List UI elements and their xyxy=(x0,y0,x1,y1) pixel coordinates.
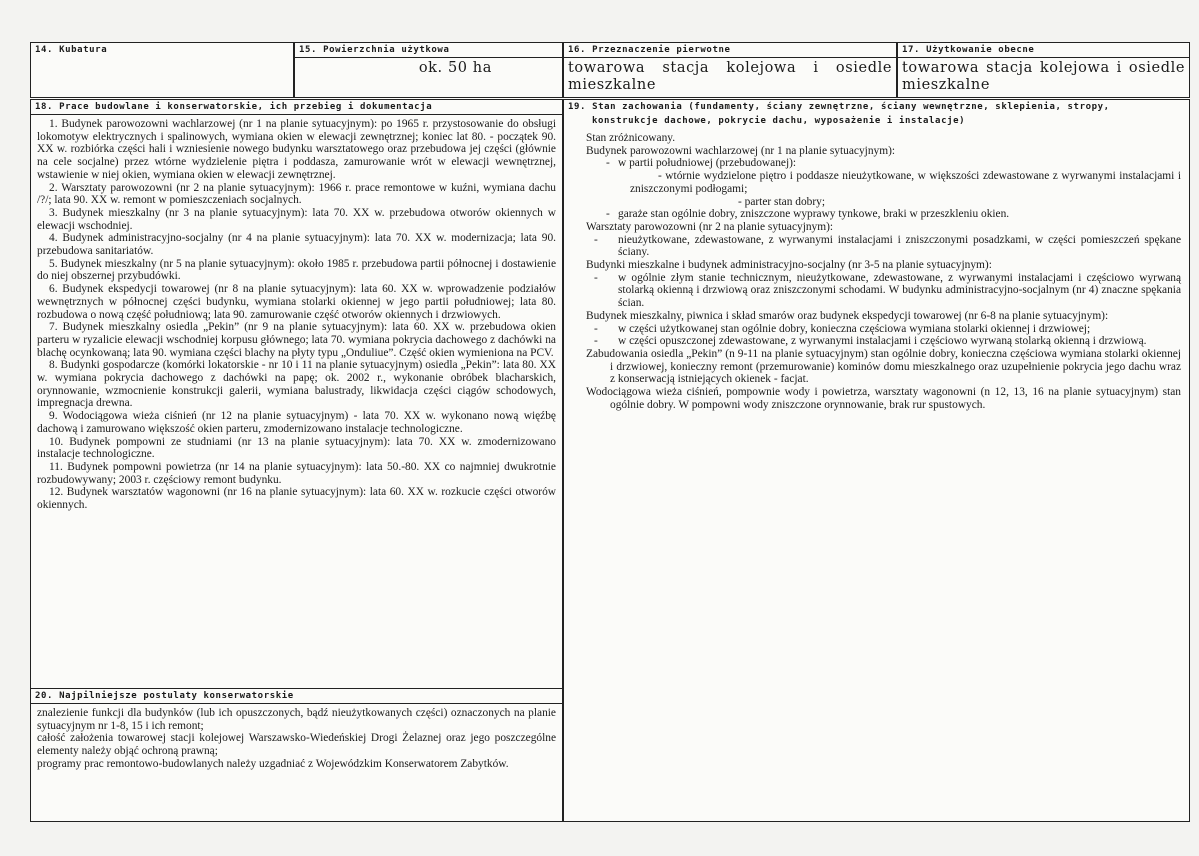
field-16-value-line2: mieszkalne xyxy=(568,77,657,93)
field-14-value xyxy=(31,57,293,61)
field-18-header: 18. Prace budowlane i konserwatorskie, ich przebieg i dokumentacja xyxy=(31,100,562,115)
field-18-item: 12. Budynek warsztatów wagonowni (nr 16 na planie sytuacyjnym): lata 60. XX w. rozkucie części otworów okiennych. xyxy=(37,486,556,512)
field-15-value: ok. 50 ha xyxy=(418,60,492,76)
condition-bullet-text: w części użytkowanej stan ogólnie dobry, konieczna częściowa wymiana stolarki okiennej i drzwiowej; xyxy=(618,322,1091,335)
field-20-body xyxy=(31,704,562,771)
field-19-header-line1: 19. Stan zachowania (fundamenty, ściany zewnętrzne, ściany wewnętrzne, sklepienia, stropy, xyxy=(568,102,1110,112)
postulate-item: całość założenia towarowej stacji kolejowej Warszawsko-Wiedeńskiej Drogi Żelaznej oraz jego poszczególne elementy należy objąć ochroną prawną; xyxy=(37,732,556,758)
field-16-original-purpose xyxy=(562,42,897,98)
field-20-conservation-postulates xyxy=(30,688,563,822)
field-18-item: 1. Budynek parowozowni wachlarzowej (nr 1 na planie sytuacyjnym): po 1965 r. przystosowanie do obsługi lokomotyw elektrycznych i spalinowych, wymiana okien w elewacji zewnętrznej; koniec lat 80. - początek 90. XX w. rozbiórka części hali i wzniesienie nowego budynku warsztatowego oraz przebudowa jej części (głównie na cele socjalne) przez wtórne wydzielenie piętra i poddasza, zamurowanie wrót w elewacji wewnętrznej, wstawienie w niej okien, wymiana okien w elewacji zewnętrznej. xyxy=(37,118,556,181)
condition-bullet: - w części opuszczonej zdewastowane, z wyrwanymi instalacjami i częściowo wyrwaną stolarką okienną i drzwiową. xyxy=(594,335,1147,348)
condition-line: Wodociągowa wieża ciśnień, pompownie wody i powietrza, warsztaty wagonowni (n 12, 13, 16 na planie sytuacyjnym) stan ogólnie dobry. W pompowni wody zniszczone orynnowanie, brak rur spustowych. xyxy=(586,386,1181,411)
field-16-header: 16. Przeznaczenie pierwotne xyxy=(564,43,896,58)
form-sheet xyxy=(30,42,1190,822)
field-17-current-use xyxy=(896,42,1190,98)
condition-bullet: - w ogólnie złym stanie technicznym, nieużytkowane, zdewastowane, z wyrwanymi instalacjami i częściowo wyrwaną stolarką okienną i drzwiową oraz zniszczonymi schodami. W budynku administracyjno-socjalnym (nr 4) znaczne spękania ścian. xyxy=(594,271,1181,310)
postulate-item: programy prac remontowo-budowlanych należy uzgadniać z Wojewódzkim Konserwatorem Zabytków. xyxy=(37,757,509,770)
condition-bullet-text: w partii południowej (przebudowanej): xyxy=(618,157,797,170)
condition-bullet-text: w ogólnie złym stanie technicznym, nieużytkowane, zdewastowane, z wyrwanymi instalacjami i częściowo wyrwaną stolarką okienną i drzwiową oraz zniszczonymi schodami. W budynku administracyjno-socjalnym (nr 4) znaczne spękania ścian. xyxy=(618,271,1181,310)
field-18-construction-works xyxy=(30,99,563,689)
field-17-header: 17. Użytkowanie obecne xyxy=(898,43,1189,58)
condition-line: Budynki mieszkalne i budynek administracyjno-socjalny (nr 3-5 na planie sytuacyjnym): xyxy=(586,259,992,272)
field-20-header: 20. Najpilniejsze postulaty konserwatorskie xyxy=(31,689,562,704)
field-18-item: 4. Budynek administracyjno-socjalny (nr 4 na planie sytuacyjnym): lata 70. XX w. modernizacja; lata 90. przebudowa sanitariatów. xyxy=(37,232,556,258)
field-14-header: 14. Kubatura xyxy=(35,45,108,55)
condition-bullet: - nieużytkowane, zdewastowane, z wyrwanymi instalacjami i zniszczonymi posadzkami, w części pomieszczeń spękane ściany. xyxy=(594,233,1181,259)
condition-bullet: - w części użytkowanej stan ogólnie dobry, konieczna częściowa wymiana stolarki okiennej i drzwiowej; xyxy=(594,322,1091,335)
field-17-value-line2: mieszkalne xyxy=(902,77,991,93)
condition-line: Stan zróżnicowany. xyxy=(586,132,676,144)
condition-sub-bullet: - wtórnie wydzielone piętro i poddasze nieużytkowane, w większości zdewastowane z wyrwanymi instalacjami i zniszczonymi podłogami; xyxy=(630,170,1181,195)
condition-bullet: - garaże stan ogólnie dobry, zniszczone wyprawy tynkowe, braki w przeszkleniu okien. xyxy=(606,208,1010,221)
condition-line: Budynek parowozowni wachlarzowej (nr 1 na planie sytuacyjnym): xyxy=(586,144,896,157)
condition-bullet: - w partii południowej (przebudowanej): xyxy=(606,157,797,170)
field-15-usable-area xyxy=(293,42,563,98)
field-19-header-line2: konstrukcje dachowe, pokrycie dachu, wyposażenie i instalacje) xyxy=(592,116,966,126)
field-18-item: 8. Budynki gospodarcze (komórki lokatorskie - nr 10 i 11 na planie sytuacyjnym) osiedla „Pekin”: lata 80. XX w. wymiana pokrycia dachowego z dachówki na papę; ok. 2002 r., wykonanie obróbek blacharskich, orynnowanie, wzmocnienie konstrukcji galerii, wymiana balustrady, likwidacja części ciągów schodowych, impregnacja drewna. xyxy=(37,359,556,410)
field-16-value-line1: towarowa stacja kolejowa i osiedle xyxy=(568,60,892,76)
condition-bullet-text: w części opuszczonej zdewastowane, z wyrwanymi instalacjami i częściowo wyrwaną stolarką okienną i drzwiową. xyxy=(618,335,1147,348)
field-18-item: 11. Budynek pompowni powietrza (nr 14 na planie sytuacyjnym): lata 50.-80. XX co najmniej dwukrotnie rozbudowywany; 2003 r. częściowy remont budynku. xyxy=(37,460,556,486)
field-18-item: 6. Budynek ekspedycji towarowej (nr 8 na planie sytuacyjnym): lata 60. XX w. wprowadzenie podziałów wewnętrznych w północnej części budynku, wymiana stolarki okiennej w jego partii południowej; lata 80. rozbudowa o nową część południową; lata 90. zamurowanie część otworów okiennych i drzwiowych. xyxy=(37,283,556,321)
field-19-condition xyxy=(562,99,1190,822)
field-17-value-line1: towarowa stacja kolejowa i osiedle xyxy=(902,60,1185,76)
field-18-item: 5. Budynek mieszkalny (nr 5 na planie sytuacyjnym): około 1985 r. przebudowa partii północnej i dostawienie do niej obszernej przybudówki. xyxy=(37,257,556,283)
field-19-body xyxy=(564,128,1189,411)
field-15-header: 15. Powierzchnia użytkowa xyxy=(295,43,562,58)
condition-bullet-text: nieużytkowane, zdewastowane, z wyrwanymi instalacjami i zniszczonymi posadzkami, w części pomieszczeń spękane ściany. xyxy=(618,233,1181,259)
postulate-item: znalezienie funkcji dla budynków (lub ich opuszczonych, bądź nieużytkowanych części) oznaczonych na planie sytuacyjnym nr 1-8, 15 i ich remont; xyxy=(37,707,556,732)
field-18-item: 9. Wodociągowa wieża ciśnień (nr 12 na planie sytuacyjnym) - lata 70. XX w. wykonano nową więźbę dachową i zamurowano większość okien parteru, zmodernizowano instalacje technologiczne. xyxy=(37,410,556,435)
field-14-cubature xyxy=(30,42,294,98)
field-18-item: 7. Budynek mieszkalny osiedla „Pekin” (nr 9 na planie sytuacyjnym): lata 60. XX w. przebudowa okien parteru w ryzalicie elewacji wschodniej korpusu głównego; lata 70. wymiana pokrycia dachowego z dachówki na blachę ocynkowaną; lata 90. wymiana części blachy na płyty typu „Onduliue”. Część okien wymieniona na PCV. xyxy=(37,321,556,359)
condition-line: Budynek mieszkalny, piwnica i skład smarów oraz budynek ekspedycji towarowej (nr 6-8 na planie sytuacyjnym): xyxy=(586,309,1109,322)
field-18-item: 2. Warsztaty parowozowni (nr 2 na planie sytuacyjnym): 1966 r. prace remontowe w kuźni, wymiana dachu /?/; lata 90. XX w. remont w pomieszczeniach socjalnych. xyxy=(37,181,556,207)
field-18-item: 10. Budynek pompowni ze studniami (nr 13 na planie sytuacyjnym): lata 70. XX w. zmodernizowano instalacje technologiczne. xyxy=(37,435,556,461)
field-18-body xyxy=(31,115,562,512)
condition-bullet-text: garaże stan ogólnie dobry, zniszczone wyprawy tynkowe, braki w przeszkleniu okien. xyxy=(618,208,1010,221)
condition-line: Warsztaty parowozowni (nr 2 na planie sytuacyjnym): xyxy=(586,220,834,233)
field-18-item: 3. Budynek mieszkalny (nr 3 na planie sytuacyjnym): lata 70. XX w. przebudowa otworów okiennych w elewacji wschodniej. xyxy=(37,206,556,232)
condition-line: Zabudowania osiedla „Pekin” (n 9-11 na planie sytuacyjnym) stan ogólnie dobry, konieczna częściowa wymiana stolarki okiennej i drzwiowej, konieczny remont (przemurowanie) kominów domu mieszkalnego oraz uzupełnienie pokrycia jego dachu wraz z konserwacją istniejących okienek - facjat. xyxy=(586,347,1181,386)
condition-sub-bullet: - parter stan dobry; xyxy=(738,195,825,208)
